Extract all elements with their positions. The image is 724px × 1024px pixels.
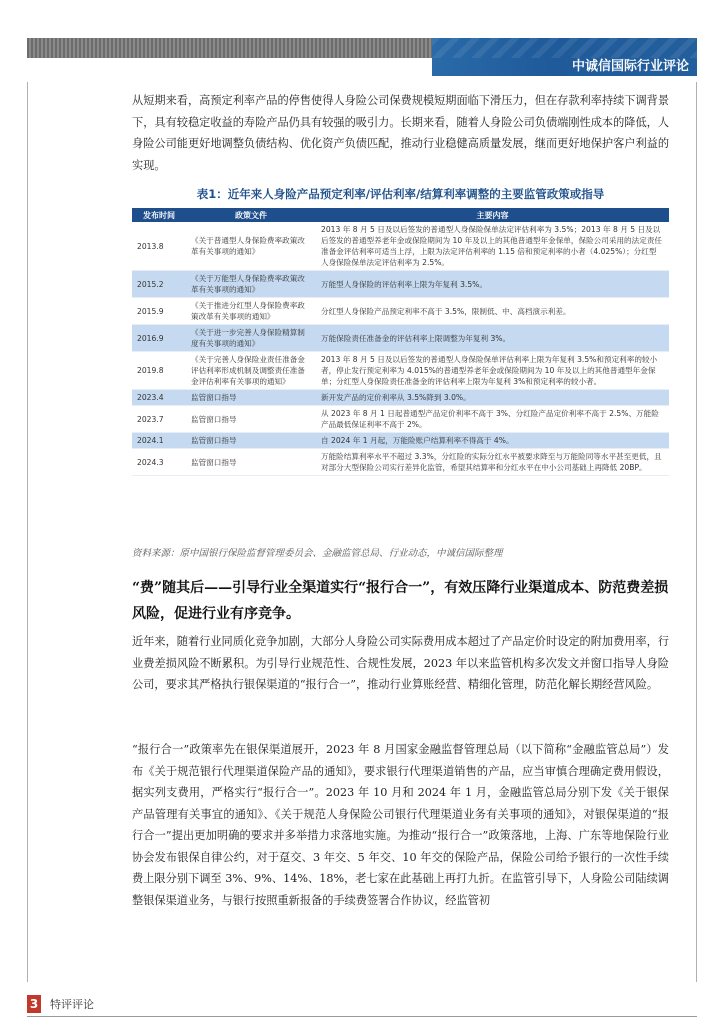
row-content: 新开发产品的定价利率从 3.5%降到 3.0%。 [316,390,669,406]
row-content: 自 2024 年 1 月起，万能险账户结算利率不得高于 4%。 [316,433,669,449]
row-doc: 监管窗口指导 [186,406,316,433]
row-date: 2015.9 [132,298,186,325]
footer-section-label: 特评评论 [50,998,94,1011]
row-content: 万能型人身保险的评估利率上限为年复利 3.5%。 [316,271,669,298]
row-doc: 《关于进一步完善人身保险精算制度有关事项的通知》 [186,325,316,352]
row-content: 万能保险责任准备金的评估利率上限调整为年复利 3%。 [316,325,669,352]
page-number: 3 [27,995,41,1013]
footer-divider [27,1016,697,1017]
left-margin-line [27,82,28,982]
section-heading: “费”随其后——引导行业全渠道实行“报行合一”，有效压降行业渠道成本、防范费差损风险，促进行业有序竞争。 [132,580,669,622]
row-content: 2013 年 8 月 5 日及以后签发的普通型人身保险保单法定评估利率为 3.5%；2013 年 8 月 5 日及以后签发的普通型养老年金或保险期间为 10 年及以上的其他普通型年金保单，保险公司采用的法定责任准备金评估利率可适当上浮，上限为法定评估利率的 1.15 倍和预定利率的小者（4.025%）；分红型人身保险保单法定评估利率为 2.5%。 [316,222,669,271]
table-row [132,406,669,433]
table-row [132,352,669,390]
table-row [132,271,669,298]
row-doc: 监管窗口指导 [186,433,316,449]
table-row [132,390,669,406]
row-content: 2013 年 8 月 5 日及以后签发的普通型人身保险保单评估利率上限为年复利 3.5%和预定利率的较小者，停止发行预定利率为 4.015%的普通型养老年金或保险期间为 10 年及以上的其他普通型年金保单；分红型人身保险责任准备金的评估利率上限为年复利 3%和预定利率的较小者。 [316,352,669,390]
row-date: 2015.2 [132,271,186,298]
row-doc: 《关于万能型人身保险费率政策改革有关事项的通知》 [186,271,316,298]
table-row [132,298,669,325]
row-date: 2013.8 [132,222,186,271]
intro-paragraph: 从短期来看，高预定利率产品的停售使得人身险公司保费规模短期面临下滑压力，但在存款利率持续下调背景下，具有较稳定收益的寿险产品仍具有较强的吸引力。长期来看，随着人身险公司负债端刚性成本的降低，人身险公司能更好地调整负债结构、优化资产负债匹配，推动行业稳健高质量发展，继而更好地保护客户利益的实现。 [132,94,670,172]
row-doc: 监管窗口指导 [186,390,316,406]
policy-table [132,208,669,476]
row-doc: 监管窗口指导 [186,449,316,476]
header-content: 主要内容 [316,208,669,222]
header-date: 发布时间 [132,208,186,222]
row-content: 万能险结算利率水平不超过 3.3%，分红险的实际分红水平被要求降至与万能险同等水平甚至更低，且对部分大型保险公司实行差异化监管，希望其结算率和分红水平在中小公司基础上再降低 20BP。 [316,449,669,476]
table-source-note: 资料来源：原中国银行保险监督管理委员会、金融监管总局、行业动态，中诚信国际整理 [132,548,503,559]
row-date: 2023.7 [132,406,186,433]
header-doc: 政策文件 [186,208,316,222]
body-paragraph-2: 近年来，随着行业同质化竞争加剧，大部分人身险公司实际费用成本超过了产品定价时设定的附加费用率，行业费差损风险不断累积。为引导行业规范性、合规性发展，2023 年以来监管机构多次发文并窗口指导人身险公司，要求其严格执行银保渠道的“报行合一”，推动行业算账经营、精细化管理，防范化解长期经营风险。 [132,635,670,691]
table-row [132,325,669,352]
row-date: 2016.9 [132,325,186,352]
row-doc: 《关于普通型人身保险费率政策改革有关事项的通知》 [186,222,316,271]
row-date: 2019.8 [132,352,186,390]
row-doc: 《关于完善人身保险业责任准备金评估利率形成机制及调整责任准备金评估利率有关事项的通知》 [186,352,316,390]
body-paragraph-3: “报行合一”政策率先在银保渠道展开，2023 年 8 月国家金融监督管理总局（以下简称“金融监管总局”）发布《关于规范银行代理渠道保险产品的通知》，要求银行代理渠道销售的产品，应当审慎合理确定费用假设，据实列支费用，严格实行“报行合一”。2023 年 10 月和 2024 年 1 月，金融监管总局分别下发《关于银保产品管理有关事宜的通知》、《关于规范人身保险公司银行代理渠道业务有关事项的通知》，对银保渠道的“报行合一”提出更加明确的要求并多举措力求落地实施。为推动“报行合一”政策落地，上海、广东等地保险行业协会发布银保自律公约，对于趸交、3 年交、5 年交、10 年交的保险产品，保险公司给予银行的一次性手续费上限分别下调至 3%、9%、14%、18%，老七家在此基础上再打九折。在监管引导下，人身险公司陆续调整银保渠道业务，与银行按照重新报备的手续费签署合作协议，经监管初 [132,743,669,907]
table-header-row [132,208,669,222]
table-caption: 表1：近年来人身险产品预定利率/评估利率/结算利率调整的主要监管政策或指导 [196,187,605,201]
row-date: 2024.1 [132,433,186,449]
right-margin-line [696,82,697,982]
table-row [132,222,669,271]
page-header [27,38,697,76]
row-content: 分红型人身保险产品预定利率不高于 3.5%，限制低、中、高档演示利差。 [316,298,669,325]
row-date: 2023.4 [132,390,186,406]
row-doc: 《关于推进分红型人身保险费率政策改革有关事项的通知》 [186,298,316,325]
header-title: 中诚信国际行业评论 [571,59,689,74]
table-row [132,433,669,449]
row-content: 从 2023 年 8 月 1 日起普通型产品定价利率不高于 3%、分红险产品定价利率不高于 2.5%、万能险产品最低保证利率不高于 2%。 [316,406,669,433]
table-row [132,449,669,476]
row-date: 2024.3 [132,449,186,476]
header-band [432,38,697,76]
